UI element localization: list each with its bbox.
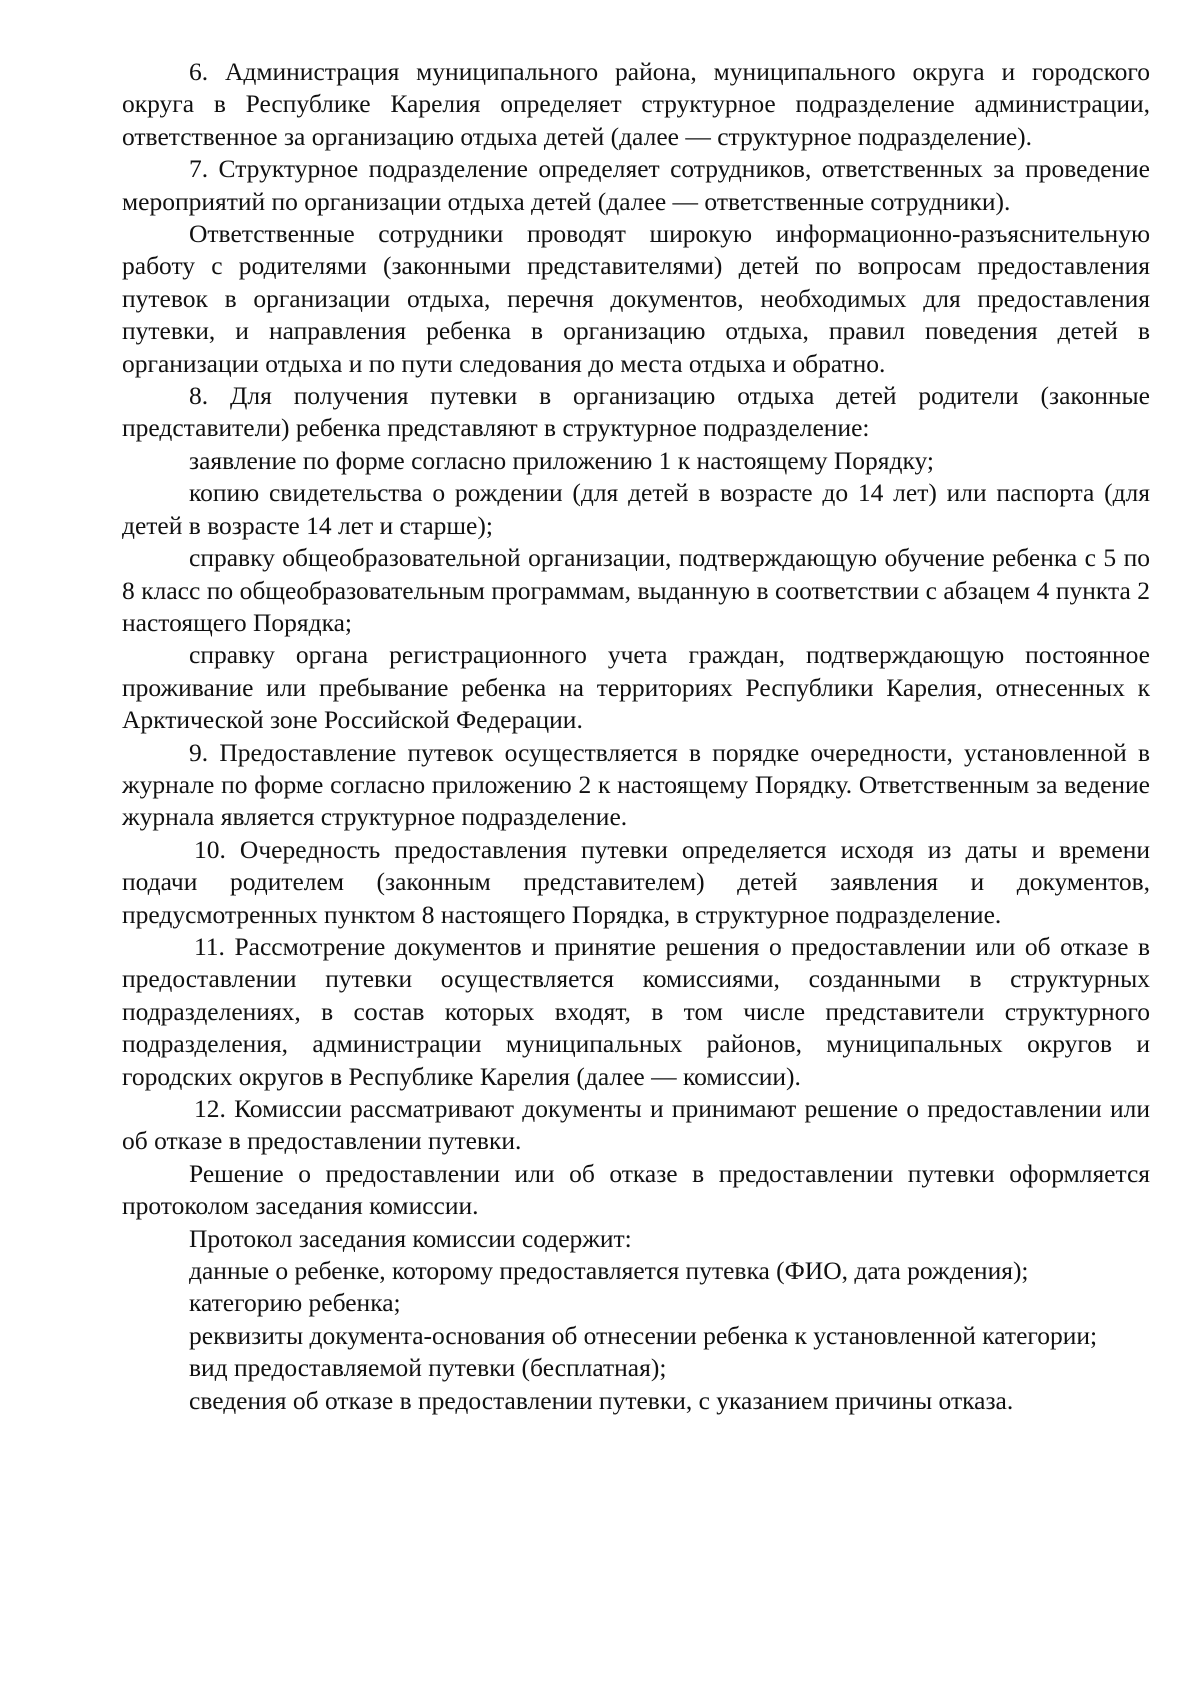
paragraph-12: 12. Комиссии рассматривают документы и принимают решение о предоставлении или об отказе в предоставлении путевки.	[122, 1094, 1150, 1156]
paragraph-8-birth-certificate: копию свидетельства о рождении (для детей в возрасте до 14 лет) или паспорта (для детей в возрасте 14 лет и старше);	[122, 478, 1150, 540]
paragraph-8-application: заявление по форме согласно приложению 1 к настоящему Порядку;	[189, 445, 934, 475]
paragraph-10: 10. Очередность предоставления путевки определяется исходя из даты и времени подачи родителем (законным представителем) детей заявления и документов, предусмотренных пунктом 8 настоящего Порядка, в структурное подразделение.	[122, 834, 1150, 929]
paragraph-11: 11. Рассмотрение документов и принятие решения о предоставлении или об отказе в предоставлении путевки осуществляется комиссиями, созданными в структурных подразделениях, в состав которых входят, в том числе представители структурного подразделения, администрации муниципальных районов, муниципальных округов и городских округов в Республике Карелия (далее — комиссии).	[122, 931, 1150, 1091]
paragraph-7: 7. Структурное подразделение определяет сотрудников, ответственных за проведение мероприятий по организации отдыха детей (далее — ответственные сотрудники).	[122, 154, 1150, 216]
paragraph-7-responsible: Ответственные сотрудники проводят широкую информационно-разъяснительную работу с родителями (законными представителями) детей по вопросам предоставления путевок в организации отдыха, перечня документов, необходимых для предоставления путевки, и направления ребенка в организацию отдыха, правил поведения детей в организации отдыха и по пути следования до места отдыха и обратно.	[122, 219, 1150, 378]
paragraph-8: 8. Для получения путевки в организацию отдыха детей родители (законные представители) ребенка представляют в структурное подразделение:	[122, 381, 1150, 443]
paragraph-8-registration-certificate: справку органа регистрационного учета граждан, подтверждающую постоянное проживание или пребывание ребенка на территориях Республики Карелия, отнесенных к Арктической зоне Российской Федерации.	[122, 640, 1150, 735]
paragraph-12-refusal: сведения об отказе в предоставлении путевки, с указанием причины отказа.	[189, 1385, 1014, 1415]
paragraph-12-category: категорию ребенка;	[189, 1288, 401, 1318]
paragraph-12-decision: Решение о предоставлении или об отказе в предоставлении путевки оформляется протоколом заседания комиссии.	[122, 1158, 1150, 1221]
paragraph-9: 9. Предоставление путевок осуществляется в порядке очередности, установленной в журнале по форме согласно приложению 2 к настоящему Порядку. Ответственным за ведение журнала является структурное подразделение.	[122, 737, 1150, 832]
paragraph-12-basis-document: реквизиты документа-основания об отнесении ребенка к установленной категории;	[189, 1320, 1098, 1350]
document-page	[122, 56, 1150, 1417]
paragraph-6: 6. Администрация муниципального района, муниципального округа и городского округа в Республике Карелия определяет структурное подразделение администрации, ответственное за организацию отдыха детей (далее — структурное подразделение).	[122, 57, 1150, 151]
paragraph-8-school-certificate: справку общеобразовательной организации, подтверждающую обучение ребенка с 5 по 8 класс по общеобразовательным программам, выданную в соответствии с абзацем 4 пункта 2 настоящего Порядка;	[122, 543, 1150, 637]
paragraph-12-child-data: данные о ребенке, которому предоставляется путевка (ФИО, дата рождения);	[189, 1256, 1029, 1286]
paragraph-12-voucher-type: вид предоставляемой путевки (бесплатная);	[189, 1353, 667, 1383]
paragraph-12-protocol: Протокол заседания комиссии содержит:	[189, 1223, 632, 1253]
